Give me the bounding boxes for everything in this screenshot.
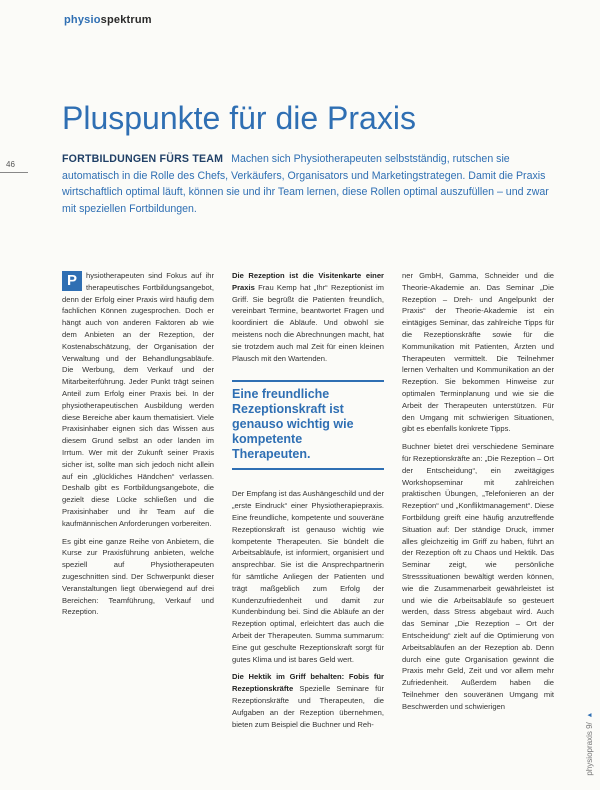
col3-paragraph-1: ner GmbH, Gamma, Schneider und die Theorie-Akademie an. Das Seminar „Die Rezeption – Dreh- und Angelpunkt der Praxis“ der Theorie-Akademie ist ein eintägiges Seminar, das zahlreiche Tipps für die Rezeptionskräfte sowie für die Kommunikation mit Patienten, Ärzten und Therapeuten vermittelt. Die Teilnehmer lernen Verhalten und Kommunikation an der Rezeption. Sie bekommen Hinweise zur optimalen Terminplanung und wie sie die Arbeit der Therapeuten unterstützen. Für den Umgang mit schwierigen Situationen, gibt es ebenfalls konkrete Tipps.	[402, 271, 554, 434]
lead-paragraph	[62, 151, 560, 217]
col2-paragraph-1	[232, 270, 384, 364]
page-number: 46	[6, 160, 15, 169]
col2-subheading-2: Die Hektik im Griff behalten: Fobis für Rezeptionskräfte	[232, 672, 384, 694]
col1-paragraph-2: Es gibt eine ganze Reihe von Anbietern, die Kurse zur Praxisführung anbieten, welche speziell auf Physiotherapeuten zugeschnitten sind. Der Schwerpunkt dieser Veranstaltungen liegt überwiegend auf drei Bereichen: Teamführung, Verkauf und Rezeption.	[62, 536, 214, 617]
col2-subheading-1: Die Rezeption ist die Visitenkarte einer Praxis	[232, 271, 384, 292]
side-footer-label: physiopraxis 9/	[585, 722, 594, 776]
col3-paragraph-2: Buchner bietet drei verschiedene Seminare für Rezeptionskräfte an: „Die Rezeption – Ort der Entscheidung“, ein zweitägiges Workshopseminar mit zahlreichen praktischen Übungen, „Telefonieren an der Rezeption“ und „Konfliktmanagement“. Diese Fortbildung greift eine häufig anzutreffende Situation auf: Der ständige Druck, immer alles gleichzeitig im Griff zu haben, führt an der Rezeption oft zu Chaos und Hektik. Das Seminar zeigt, wie persönliche Stresssituationen bewältigt werden können, wie die Zusammenarbeit gewährleistet ist und wie die Arbeitsabläufe so gesteuert werden, dass Stress abgebaut wird. Auch das Seminar „Die Rezeption – Ort der Entscheidung“ zielt auf die Optimierung von Arbeitsabläufen an der Rezeption ab. Denn durch eine gute Organisation gewinnt die Praxis mehr Geld, Zeit und vor allem mehr Zufriedenheit. Außerdem haben die Teilnehmer den souveränen Umgang mit Beschwerden und schwierigen	[402, 442, 554, 711]
section-kicker: FORTBILDUNGEN FÜRS TEAM	[62, 153, 224, 165]
column-1	[62, 270, 214, 624]
next-page-arrow-icon: ▸	[585, 711, 594, 721]
pull-quote: Eine freundliche Rezeptionskraft ist genauso wichtig wie kompetente Therapeuten.	[232, 380, 384, 470]
lead-text: Machen sich Physiotherapeuten selbstständig, rutschen sie automatisch in die Rolle des Chefs, Verkäufers, Organisators und Marketingstrategen. Damit die Praxis wirtschaftlich optimal läuft, können sie und ihr Team lernen, diese Rollen optimal auszufüllen – und zwar mit speziellen Fortbildungen.	[62, 153, 549, 215]
col2-text-3: Spezielle Seminare für Rezeptionskräfte und Therapeuten, die Aufgaben an der Rezeption übernehmen, bieten zum Beispiel die Buchner und Reh-	[232, 684, 384, 729]
brand-label	[64, 14, 152, 26]
brand-part2: spektrum	[100, 14, 152, 26]
side-footer	[585, 711, 594, 776]
drop-cap: P	[62, 271, 82, 291]
col2-paragraph-2: Der Empfang ist das Aushängeschild und der „erste Eindruck“ einer Physiotherapiepraxis. Eine freundliche, kompetente und souveräne Rezeptionskraft ist genauso wichtig wie kompetente Therapeuten. Sie bündelt die Arbeitsabläufe, ist informiert, organisiert und ansprechbar. Sie ist die Ansprechpartnerin für sämtliche Anliegen der Patienten und trägt maßgeblich zum Erfolg der Kundenzufriedenheit und damit zur Kundenbindung bei. Sind die Abläufe an der Rezeption optimal, erleichtert das auch die Arbeit der Therapeuten. Summa summarum: Eine gut geschulte Rezeptionskraft sorgt für gutes Klima und ist bares Geld wert.	[232, 489, 384, 664]
col2-text-1: Frau Kemp hat „Ihr“ Rezeptionist im Griff. Sie begrüßt die Patienten freundlich, vereinbart Termine, beantwortet Fragen und koordiniert die Abläufe. Und obwohl sie meistens noch die Abrechnungen macht, hat sie trotzdem auch mal Zeit für einen kleinen Plausch mit den Wartenden.	[232, 282, 384, 363]
page-title: Pluspunkte für die Praxis	[62, 100, 416, 136]
col1-text-1: hysiotherapeuten sind Fokus auf ihr therapeutisches Fortbildungsangebot, denn der Erfolg einer Praxis wird häufig dem fachlichen Können zugesprochen. Doch er hängt auch von anderen Faktoren ab wie dem Anbieten an der Rezeption, der Kostenabschätzung, der Organisation der Verwaltung und der Behandlungsabläufe. Die Werbung, dem Verkauf und der Mitarbeiterführung. Jeder Punkt trägt seinen Anteil zum Erfolg einer Praxis bei. In der physiotherapeutischen Ausbildung werden diese Bereiche aber kaum thematisiert. Viele Praxisinhaber eignen sich das Wissen aus diesem Grund selbst an oder landen im Irrtum. Wer mit der Zukunft seiner Praxis sicher ist, sollte man sich jedoch nicht allein auf ein „glückliches Händchen“ verlassen. Deshalb gibt es Fortbildungsangebote, die gezielt diese Lücke schließen und die Praxisinhaber und ihr Team auf die kaufmännischen Anforderungen vorbereiten.	[62, 271, 214, 528]
column-3	[402, 270, 554, 718]
column-2	[232, 270, 384, 736]
page-marker-line	[0, 172, 28, 173]
col2-paragraph-3	[232, 671, 384, 730]
brand-part1: physio	[64, 14, 101, 26]
col1-paragraph-1	[62, 270, 214, 530]
